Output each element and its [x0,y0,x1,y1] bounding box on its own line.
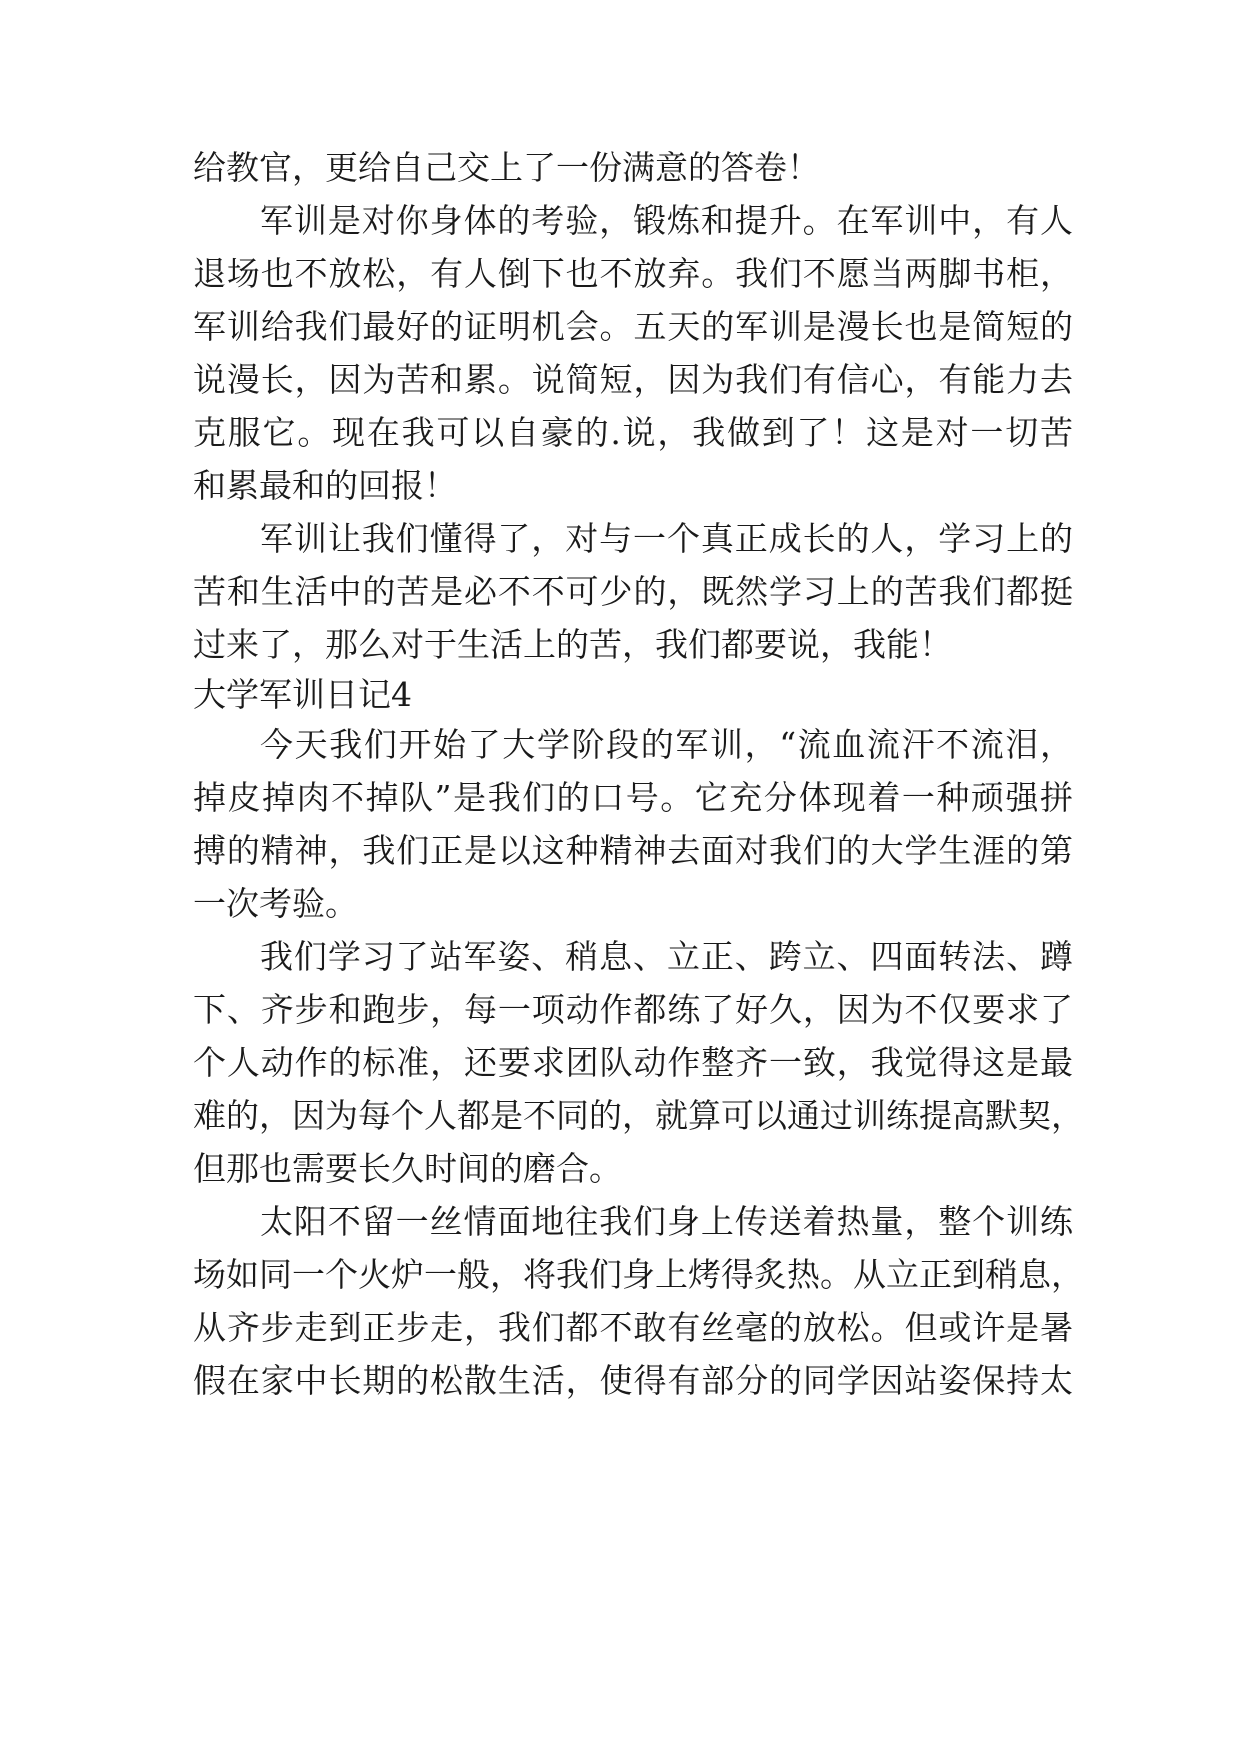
text-line: 下、齐步和跑步，每一项动作都练了好久，因为不仅要求了 [193,990,1073,1029]
text-line: 掉皮掉肉不掉队”是我们的口号。它充分体现着一种顽强拼 [193,778,1073,817]
text-line: 场如同一个火炉一般，将我们身上烤得炙热。从立正到稍息， [193,1255,1084,1294]
paragraph-first-line: 军训是对你身体的考验，锻炼和提升。在军训中，有人 [260,201,1073,240]
text-line: 从齐步走到正步走，我们都不敢有丝毫的放松。但或许是暑 [193,1308,1073,1347]
text-line: 苦和生活中的苦是必不不可少的，既然学习上的苦我们都挺 [193,572,1073,611]
text-line: 难的，因为每个人都是不同的，就算可以通过训练提高默契， [193,1096,1084,1135]
paragraph-first-line: 军训让我们懂得了，对与一个真正成长的人，学习上的 [260,519,1073,558]
text-line: 过来了，那么对于生活上的苦，我们都要说，我能！ [193,625,952,664]
text-line: 给教官，更给自己交上了一份满意的答卷！ [193,148,820,187]
text-line: 搏的精神，我们正是以这种精神去面对我们的大学生涯的第 [193,831,1073,870]
paragraph-first-line: 今天我们开始了大学阶段的军训，“流血流汗不流泪， [260,725,1073,764]
text-line: 说漫长，因为苦和累。说简短，因为我们有信心，有能力去 [193,360,1073,399]
text-line: 克服它。现在我可以自豪的.说，我做到了！这是对一切苦 [193,413,1073,452]
text-line: 军训给我们最好的证明机会。五天的军训是漫长也是简短的 [193,307,1073,346]
section-heading: 大学军训日记4 [193,675,412,714]
text-line: 但那也需要长久时间的磨合。 [193,1149,622,1188]
text-line: 个人动作的标准，还要求团队动作整齐一致，我觉得这是最 [193,1043,1073,1082]
text-line: 退场也不放松，有人倒下也不放弃。我们不愿当两脚书柜， [193,254,1073,293]
text-line: 一次考验。 [193,884,358,923]
text-line: 和累最和的回报！ [193,466,457,505]
text-line: 假在家中长期的松散生活，使得有部分的同学因站姿保持太 [193,1361,1073,1400]
paragraph-first-line: 我们学习了站军姿、稍息、立正、跨立、四面转法、蹲 [260,937,1073,976]
paragraph-first-line: 太阳不留一丝情面地往我们身上传送着热量，整个训练 [260,1202,1073,1241]
